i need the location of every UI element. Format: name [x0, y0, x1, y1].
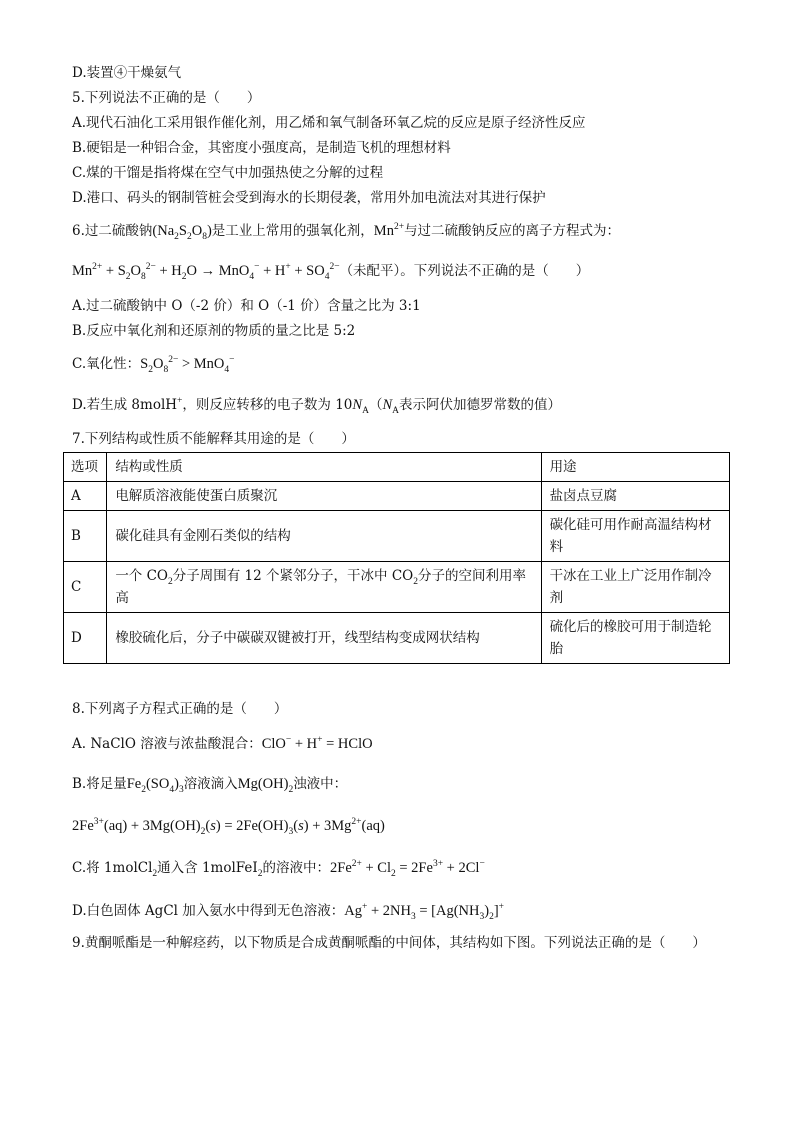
- q4-option-d: D.装置④干燥氨气: [72, 65, 182, 81]
- q8-option-b: B.将足量$Fe_2(SO_4)_3$溶液滴入$Mg(OH)_2$浊液中：: [72, 776, 348, 795]
- q9-stem: 9.黄酮哌酯是一种解痉药，以下物质是合成黄酮哌酯的中间体，其结构如下图。下列说法正确的是（ ）: [72, 935, 706, 951]
- use-cell: 干冰在工业上广泛用作制冷剂: [541, 562, 729, 613]
- option-cell: A: [64, 482, 107, 511]
- q8-option-d: D.白色固体 AgCl 加入氨水中得到无色溶液：$Ag^+ + 2NH_3 = [Ag(NH_3)_2]^+$: [72, 902, 505, 922]
- q6-option-c: C.氧化性：$S_2O_8^{2-} > MnO_4^-$: [72, 355, 235, 375]
- q7-stem: 7.下列结构或性质不能解释其用途的是（ ）: [72, 431, 355, 447]
- q7-table: [63, 452, 730, 664]
- header-option: 选项: [64, 453, 107, 482]
- use-cell: 硫化后的橡胶可用于制造轮胎: [541, 613, 729, 664]
- structure-cell: 碳化硅具有金刚石类似的结构: [107, 511, 541, 562]
- table-header-row: [64, 453, 730, 482]
- table-row: [64, 613, 730, 664]
- q5-option-b: B.硬铝是一种铝合金，其密度小强度高，是制造飞机的理想材料: [72, 140, 451, 156]
- use-cell: 盐卤点豆腐: [541, 482, 729, 511]
- table-row: [64, 511, 730, 562]
- structure-cell: 电解质溶液能使蛋白质聚沉: [107, 482, 541, 511]
- option-cell: B: [64, 511, 107, 562]
- structure-cell: 橡胶硫化后，分子中碳碳双键被打开，线型结构变成网状结构: [107, 613, 541, 664]
- q6-option-d: D.若生成 8molH+，则反应转移的电子数为 $10N_A(N_A$表示阿伏加德罗常数的值）: [72, 396, 561, 416]
- q5-stem: 5.下列说法不正确的是（ ）: [72, 90, 261, 106]
- q6-option-a: A.过二硫酸钠中 O（-2 价）和 O（-1 价）含量之比为 3:1: [72, 298, 421, 314]
- table-row: [64, 482, 730, 511]
- q6-equation: $Mn^{2+} + S_2O_8^{2-} + H_2O \to MnO_4^- + H^+ + SO_4^{2-}$（未配平）。下列说法不正确的是（ ）: [72, 262, 590, 282]
- q6-stem: 6.过二硫酸钠$(Na_2S_2O_8)$是工业上常用的强氧化剂，$Mn^{2+}$与过二硫酸钠反应的离子方程式为：: [72, 222, 621, 242]
- option-cell: C: [64, 562, 107, 613]
- structure-cell: 一个 $CO_2$分子周围有 12 个紧邻分子，干冰中 $CO_2$分子的空间利用率高: [107, 562, 541, 613]
- table-row: [64, 562, 730, 613]
- option-cell: D: [64, 613, 107, 664]
- q5-option-d: D.港口、码头的钢制管桩会受到海水的长期侵袭，常用外加电流法对其进行保护: [72, 190, 546, 206]
- header-structure: 结构或性质: [107, 453, 541, 482]
- header-use: 用途: [541, 453, 729, 482]
- q5-option-a: A.现代石油化工采用银作催化剂，用乙烯和氧气制备环氧乙烷的反应是原子经济性反应: [72, 115, 586, 131]
- q8-option-b-equation: $2Fe^{3+}(aq) + 3Mg(OH)_2(s) = 2Fe(OH)_3(s) + 3Mg^{2+}(aq)$: [72, 817, 385, 837]
- q6-option-b: B.反应中氧化剂和还原剂的物质的量之比是 5:2: [72, 323, 356, 339]
- q8-option-c: C.将 1molCl$_2$通入含 1molFeI$_2$的溶液中：$2Fe^{2+} + Cl_2 = 2Fe^{3+} + 2Cl^-$: [72, 859, 485, 879]
- use-cell: 碳化硅可用作耐高温结构材料: [541, 511, 729, 562]
- q5-option-c: C.煤的干馏是指将煤在空气中加强热使之分解的过程: [72, 165, 384, 181]
- q8-option-a: A. NaClO 溶液与浓盐酸混合：ClO− + H+ = HClO: [72, 735, 373, 752]
- q8-stem: 8.下列离子方程式正确的是（ ）: [72, 701, 288, 717]
